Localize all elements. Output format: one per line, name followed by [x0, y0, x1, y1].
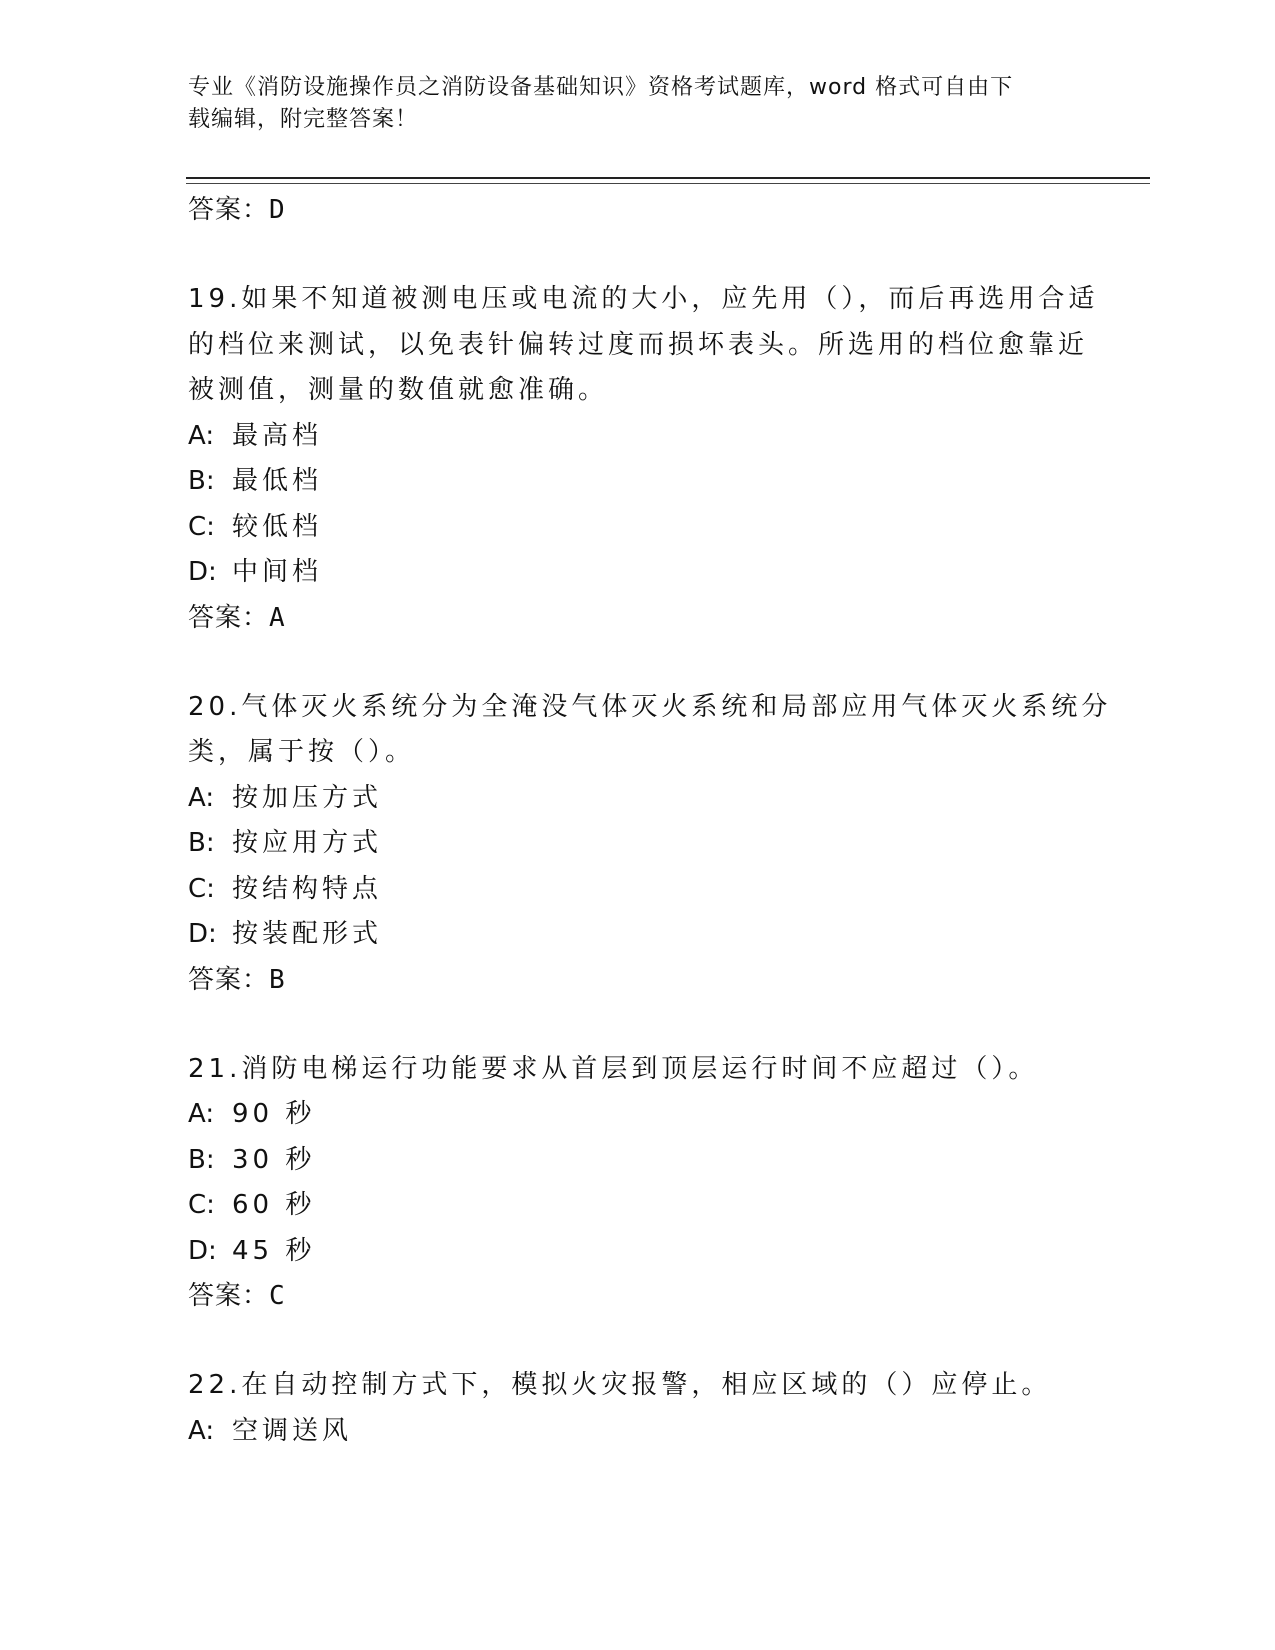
question-text: 消防电梯运行功能要求从首层到顶层运行时间不应超过（）。 — [241, 1053, 1039, 1084]
option-text: 最高档 — [232, 420, 323, 451]
option-c — [188, 867, 1088, 913]
option-label: C: — [188, 511, 215, 542]
header-rule-thin — [186, 183, 1150, 184]
question-21 — [188, 1047, 1088, 1320]
option-a — [188, 776, 1088, 822]
option-text: 30 秒 — [232, 1144, 316, 1175]
question-number: 22. — [188, 1370, 242, 1400]
option-b — [188, 1138, 1088, 1184]
question-text-line — [188, 1363, 1088, 1409]
document-header — [188, 72, 1068, 136]
question-text-line: 被测值，测量的数值就愈准确。 — [188, 375, 609, 405]
question-19 — [188, 277, 1099, 641]
option-text: 中间档 — [232, 557, 323, 587]
option-text: 按应用方式 — [232, 828, 383, 858]
option-text: 按结构特点 — [232, 873, 383, 904]
answer-value: D — [269, 195, 285, 225]
question-22 — [188, 1363, 1088, 1454]
answer-line — [188, 596, 1088, 641]
option-text: 45 秒 — [232, 1235, 316, 1266]
answer-label: 答案： — [188, 1281, 270, 1311]
answer-value: A — [269, 602, 285, 633]
option-text: 60 秒 — [232, 1190, 316, 1220]
question-text-line: 类，属于按（）。 — [188, 737, 416, 767]
option-label: C: — [188, 1190, 215, 1220]
answer-line — [188, 958, 1088, 1003]
option-label: D: — [188, 919, 217, 949]
option-text: 90 秒 — [232, 1099, 316, 1129]
option-label: A: — [188, 420, 215, 451]
question-text-line: 的档位来测试，以免表针偏转过度而损坏表头。所选用的档位愈靠近 — [188, 329, 1089, 360]
question-text-line — [188, 685, 1112, 731]
option-d — [188, 912, 1088, 958]
answer-value: C — [269, 1281, 285, 1311]
option-label: A: — [188, 782, 215, 813]
option-c — [188, 505, 1088, 551]
question-text: 气体灭火系统分为全淹没气体灭火系统和局部应用气体灭火系统分 — [241, 691, 1112, 722]
option-text: 最低档 — [232, 466, 323, 496]
question-number: 21. — [188, 1053, 242, 1084]
answer-value: B — [269, 964, 285, 995]
question-number: 20. — [188, 691, 242, 722]
header-line-1: 专业《消防设施操作员之消防设备基础知识》资格考试题库，word 格式可自由下 — [188, 75, 1014, 100]
option-a — [188, 1409, 1088, 1455]
option-b — [188, 459, 1088, 505]
question-text-line — [188, 277, 1099, 323]
option-a — [188, 1092, 1088, 1138]
option-label: D: — [188, 1235, 217, 1266]
answer-line — [188, 188, 1088, 233]
option-text: 较低档 — [232, 511, 323, 542]
option-a — [188, 414, 1088, 460]
question-text-line — [188, 1047, 1088, 1093]
question-20 — [188, 685, 1112, 1003]
option-label: A: — [188, 1099, 215, 1129]
header-rule-thick — [186, 177, 1150, 179]
option-label: A: — [188, 1415, 215, 1446]
answer-label: 答案： — [188, 602, 270, 633]
answer-label: 答案： — [188, 195, 270, 225]
option-text: 按加压方式 — [232, 782, 383, 813]
option-label: D: — [188, 557, 217, 587]
option-label: B: — [188, 1144, 215, 1175]
option-label: B: — [188, 828, 215, 858]
question-text: 在自动控制方式下，模拟火灾报警，相应区域的（）应停止。 — [241, 1370, 1052, 1400]
option-c — [188, 1183, 1088, 1229]
option-label: B: — [188, 466, 215, 496]
answer-label: 答案： — [188, 964, 270, 995]
option-d — [188, 1229, 1088, 1275]
question-text: 如果不知道被测电压或电流的大小，应先用（），而后再选用合适 — [241, 284, 1099, 314]
option-b — [188, 821, 1088, 867]
question-number: 19. — [188, 284, 242, 314]
option-label: C: — [188, 873, 215, 904]
question-list — [188, 188, 1112, 1454]
answer-line — [188, 1274, 1088, 1319]
option-d — [188, 550, 1088, 596]
header-line-2: 载编辑，附完整答案！ — [188, 107, 419, 132]
option-text: 空调送风 — [232, 1415, 353, 1446]
option-text: 按装配形式 — [232, 919, 383, 949]
